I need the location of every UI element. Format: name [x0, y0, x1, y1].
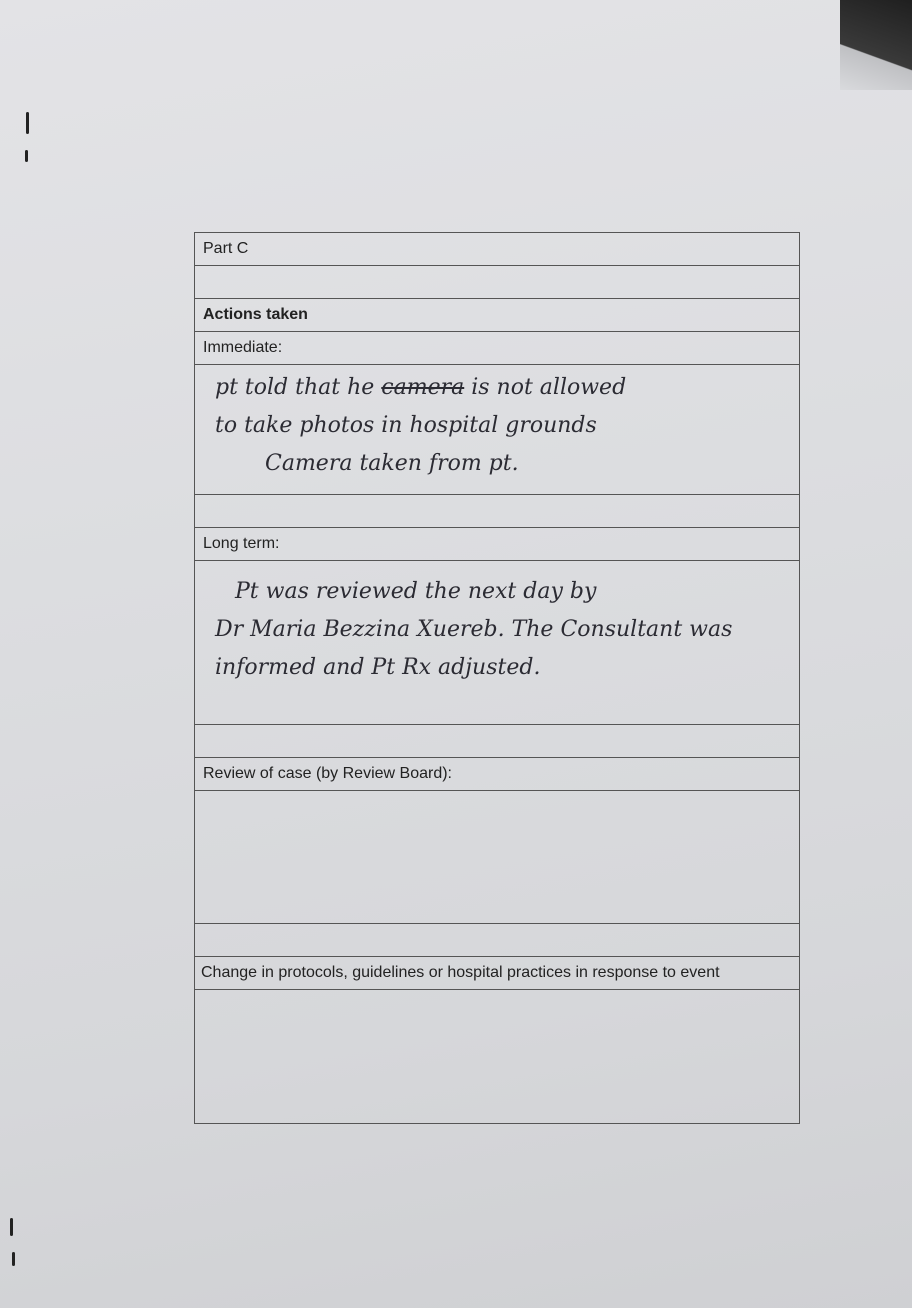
- handwriting-text: is not allowed: [471, 375, 627, 400]
- change-entry-area: [195, 990, 799, 1123]
- blank-row: [195, 725, 799, 758]
- long-term-label: Long term:: [195, 528, 799, 561]
- handwriting-line: to take photos in hospital grounds: [215, 413, 597, 438]
- incident-form-part-c: [194, 232, 800, 1124]
- long-term-handwritten-notes: [195, 561, 799, 725]
- handwriting-line: informed and Pt Rx adjusted.: [215, 655, 541, 680]
- actions-heading: Actions taken: [195, 299, 799, 332]
- change-in-protocols-label: Change in protocols, guidelines or hospital practices in response to event: [195, 957, 799, 990]
- handwriting-text: pt told that he: [215, 375, 375, 400]
- handwriting-line: Dr Maria Bezzina Xuereb. The Consultant was: [215, 617, 733, 642]
- blank-row: [195, 924, 799, 957]
- review-entry-area: [195, 791, 799, 924]
- handwriting-line: Camera taken from pt.: [265, 451, 519, 476]
- punch-hole-top: [26, 112, 29, 134]
- immediate-label: Immediate:: [195, 332, 799, 365]
- blank-row: [195, 266, 799, 299]
- folded-corner: [840, 0, 912, 90]
- blank-row: [195, 495, 799, 528]
- part-title: Part C: [195, 233, 799, 266]
- immediate-handwritten-notes: [195, 365, 799, 495]
- punch-hole-bottom-lower: [12, 1252, 15, 1266]
- punch-hole-bottom: [10, 1218, 13, 1236]
- struck-out-word: camera: [381, 375, 465, 400]
- handwriting-line: [215, 369, 789, 407]
- review-label: Review of case (by Review Board):: [195, 758, 799, 791]
- handwriting-line: Pt was reviewed the next day by: [235, 579, 597, 604]
- punch-hole-top-lower: [25, 150, 28, 162]
